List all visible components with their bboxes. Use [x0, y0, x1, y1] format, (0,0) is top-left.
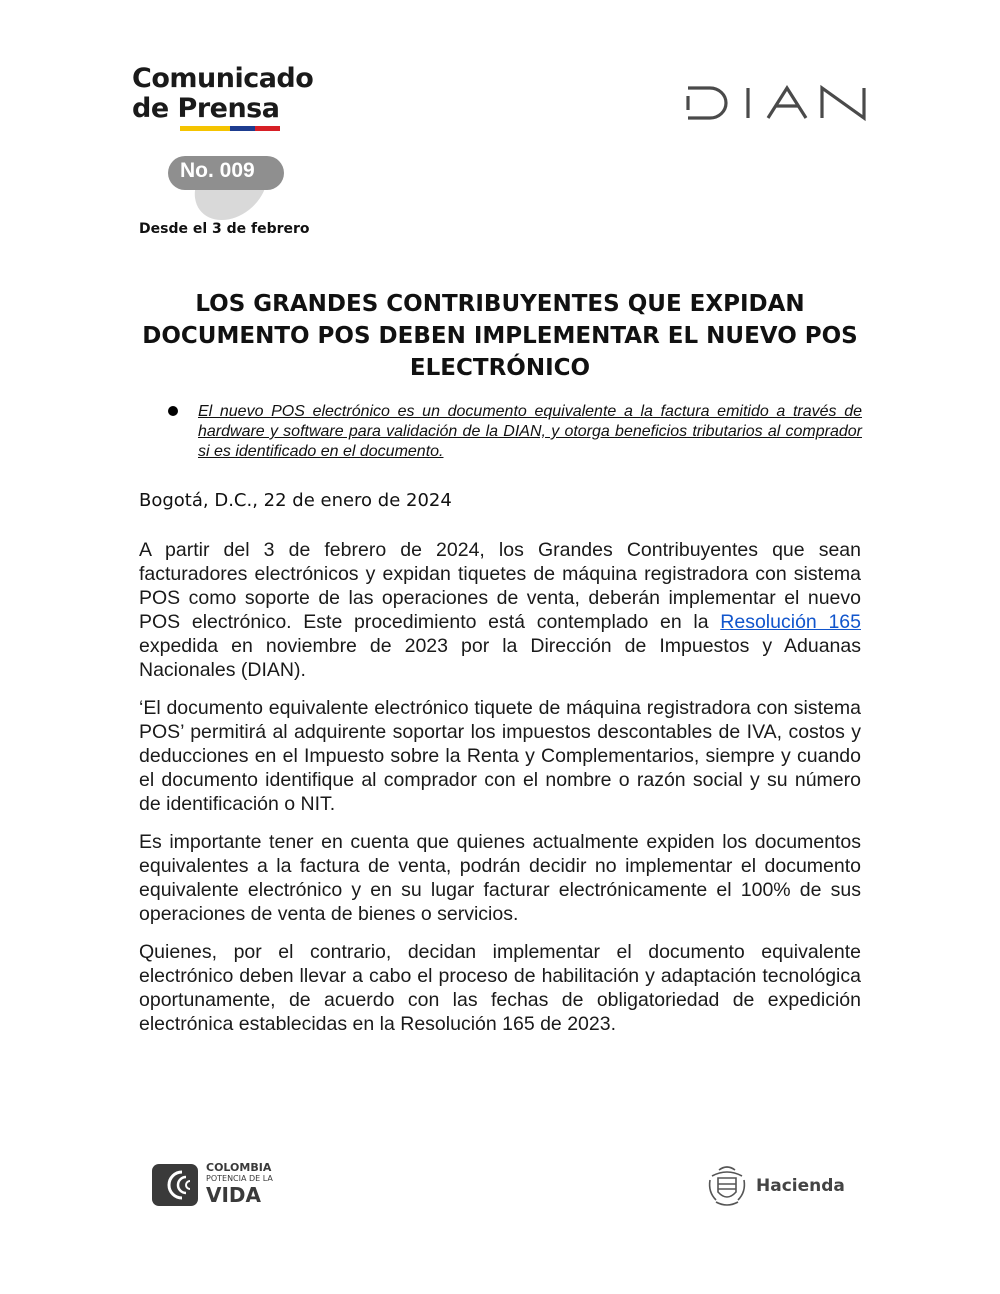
summary-bullet-text: El nuevo POS electrónico es un documento equivalente a la factura emitido a través de hardware y software para validación de la DIAN, y otorga beneficios tributarios al comprador si es identificado en el documento. [198, 403, 862, 460]
summary-bullet [168, 402, 862, 462]
footer-vida: VIDA [206, 1183, 261, 1207]
brand-line-2: de Prensa [132, 93, 280, 124]
release-number: No. 009 [180, 159, 255, 182]
colombia-potencia-icon [152, 1164, 198, 1206]
paragraph-4: Quienes, por el contrario, decidan implementar el documento equivalente electrónico deben llevar a cabo el proceso de habilitación y adaptación tecnológica oportunamente, de acuerdo con las fechas de obligatoriedad de expedición electrónica establecidas en la Resolución 165 de 2023. [139, 941, 861, 1035]
paragraph-3: Es importante tener en cuenta que quienes actualmente expiden los documentos equivalentes a la factura de venta, podrán decidir no implementar el documento equivalente electrónico y en su lugar facturar electrónicamente el 100% de sus operaciones de venta de bienes o servicios. [139, 831, 861, 925]
hacienda-logo [706, 1162, 856, 1210]
footer-colombia: COLOMBIA [206, 1161, 272, 1174]
paragraph-1 [139, 538, 861, 682]
release-number-badge [168, 156, 286, 220]
brand-line-1: Comunicado [132, 63, 314, 94]
paragraph-1-start: A partir del 3 de febrero de 2024, los Grandes Contribuyentes que sean facturadores electrónicos y expidan tiquetes de máquina registradora con sistema POS como soporte de las operaciones de venta, deberán implementar el nuevo POS electrónico. Este procedimiento está contemplado en la [139, 539, 861, 633]
press-release-brand [132, 64, 313, 124]
flag-red [255, 126, 280, 131]
hacienda-label: Hacienda [756, 1176, 845, 1196]
page-title: LOS GRANDES CONTRIBUYENTES QUE EXPIDAN DOCUMENTO POS DEBEN IMPLEMENTAR EL NUEVO POS ELECTRÓNICO [142, 291, 858, 382]
dian-logo [686, 84, 868, 122]
dateline: Bogotá, D.C., 22 de enero de 2024 [139, 490, 452, 511]
article-body [139, 538, 861, 1050]
paragraph-2: ‘El documento equivalente electrónico tiquete de máquina registradora con sistema POS’ permitirá al adquirente soportar los impuestos descontables de IVA, costos y deducciones en el Impuesto sobre la Renta y Complementarios, siempre y cuando el documento identifique al comprador con el nombre o razón social y su número de identificación o NIT. [139, 697, 861, 815]
colombia-potencia-wordmark [206, 1162, 273, 1206]
resolucion-165-link[interactable]: Resolución 165 [720, 611, 861, 633]
colombia-flag-stripe [180, 126, 280, 131]
coat-of-arms-icon [706, 1162, 748, 1208]
bullet-dot-icon [168, 406, 178, 416]
flag-blue [230, 126, 255, 131]
colombia-potencia-logo [152, 1162, 282, 1210]
effective-date-subtitle: Desde el 3 de febrero [139, 221, 310, 237]
footer-potencia: POTENCIA DE LA [206, 1174, 273, 1183]
paragraph-1-end: expedida en noviembre de 2023 por la Dirección de Impuestos y Aduanas Nacionales (DIAN). [139, 635, 861, 681]
flag-yellow [180, 126, 230, 131]
